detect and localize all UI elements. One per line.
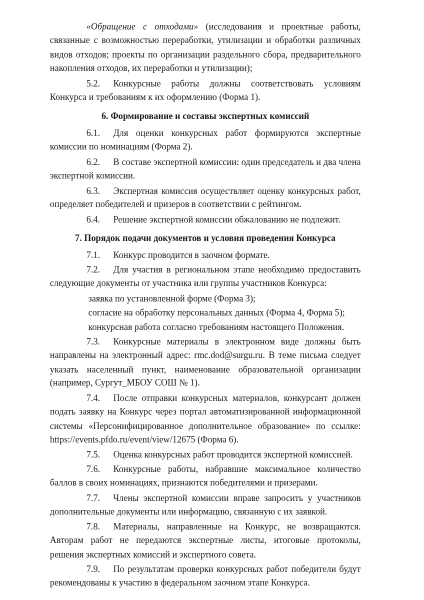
paragraph-number: 7.6. bbox=[86, 465, 101, 475]
paragraph-6-2 bbox=[50, 156, 361, 184]
section-heading-6: 6. Формирование и составы экспертных комиссий bbox=[101, 112, 310, 122]
list-item: заявка по установленной форме (Форма 3); bbox=[88, 294, 256, 305]
paragraph-7-4 bbox=[50, 392, 361, 447]
paragraph-text: В составе экспертной комиссии: один председатель и два члена экспертной комиссии. bbox=[49, 158, 361, 182]
list-item: конкурсная работа согласно требованиям настоящего Положения. bbox=[88, 323, 345, 333]
paragraph-text: Конкурсные работы, набравшие максимальное количество баллов в своих номинациях, признаются победителями и призерами. bbox=[49, 465, 361, 489]
paragraph-text: Решение экспертной комиссии обжалованию не подлежит. bbox=[113, 215, 341, 226]
paragraph-text: Члены экспертной комиссии вправе запросить у участников дополнительные документы или информацию, связанную с их заявкой. bbox=[49, 494, 361, 518]
paragraph-6-1 bbox=[50, 128, 361, 156]
list-item: согласие на обработку персональных данных (Форма 4, Форма 5); bbox=[88, 308, 345, 319]
intro-text: (исследования и проектные работы, связанные с возможностью переработки, утилизации и обработки различных видов отходов; проекты по организации раздельного сбора, предварительного накопления отходов, их переработки и утилизации); bbox=[49, 23, 361, 75]
section-heading-7: 7. Порядок подачи документов и условия проведения Конкурса bbox=[75, 234, 336, 244]
paragraph-text: По результатам проверки конкурсных работ победители будут рекомендованы к участию в федеральном заочном этапе Конкурса. bbox=[49, 565, 361, 589]
paragraph-text: Оценка конкурсных работ проводится экспертной комиссией. bbox=[113, 450, 353, 461]
paragraph-number: 6.1. bbox=[86, 129, 101, 140]
paragraph-number: 7.3. bbox=[86, 337, 101, 348]
paragraph-7-6 bbox=[50, 463, 361, 491]
paragraph-text: После отправки конкурсных материалов, конкурсант должен подать заявку на Конкурс через портал автоматизированной информационной системы «Персонифицированное дополнительное образование» по ссылке: https://events.pfdo.ru/event/view/12675 (Форма 6). bbox=[49, 394, 361, 446]
paragraph-text: Для участия в региональном этапе необходимо предоставить следующие документы от участника или группы участников Конкурса: bbox=[49, 265, 361, 290]
paragraph-7-2 bbox=[50, 264, 361, 292]
paragraph-number: 7.2. bbox=[86, 265, 101, 276]
paragraph-text: Конкурсные материалы в электронном виде должны быть направлены на электронный адрес: rmc.dod@surgu.ru. В теме письма следует указать населенный пункт, наименование образовательной организации (например, Сургут_МБОУ СОШ № 1). bbox=[49, 337, 361, 389]
paragraph-number: 7.1. bbox=[86, 251, 101, 261]
paragraph-6-4 bbox=[50, 214, 361, 228]
paragraph-number: 7.4. bbox=[86, 394, 101, 404]
paragraph-number: 7.8. bbox=[86, 522, 101, 533]
paragraph-7-8 bbox=[50, 521, 361, 562]
paragraph-text: Материалы, направленные на Конкурс, не возвращаются. Авторам работ не передаются экспертные листы, итоговые протоколы, решения экспертных комиссий и экспертного совета. bbox=[49, 522, 361, 561]
paragraph-text: Конкурсные работы должны соответствовать условиям Конкурса и требованиям к их оформлению (Форма 1). bbox=[49, 79, 361, 104]
paragraph-number: 7.9. bbox=[86, 565, 101, 575]
paragraph-7-7 bbox=[50, 492, 361, 520]
paragraph-7-5 bbox=[50, 449, 361, 463]
intro-paragraph bbox=[50, 21, 361, 76]
paragraph-7-9 bbox=[50, 563, 361, 591]
paragraph-text: Для оценки конкурсных работ формируются экспертные комиссии по номинациям (Форма 2). bbox=[49, 129, 361, 153]
paragraph-7-3 bbox=[50, 336, 361, 391]
paragraph-7-1 bbox=[50, 249, 361, 263]
paragraph-number: 6.4. bbox=[86, 215, 101, 226]
paragraph-text: Экспертная комиссия осуществляет оценку конкурсных работ, определяет победителей и призеров в соответствии с рейтингом. bbox=[49, 187, 361, 211]
paragraph-number: 7.7. bbox=[86, 494, 101, 504]
paragraph-6-3 bbox=[50, 185, 361, 213]
paragraph-text: Конкурс проводится в заочном формате. bbox=[113, 251, 270, 261]
nomination-title: «Обращение с отходами» bbox=[86, 23, 199, 33]
paragraph-number: 5.2. bbox=[86, 79, 101, 90]
paragraph-number: 6.3. bbox=[86, 187, 101, 197]
paragraph-number: 6.2. bbox=[86, 158, 101, 168]
paragraph-5-2 bbox=[50, 78, 361, 106]
paragraph-number: 7.5. bbox=[86, 450, 101, 461]
